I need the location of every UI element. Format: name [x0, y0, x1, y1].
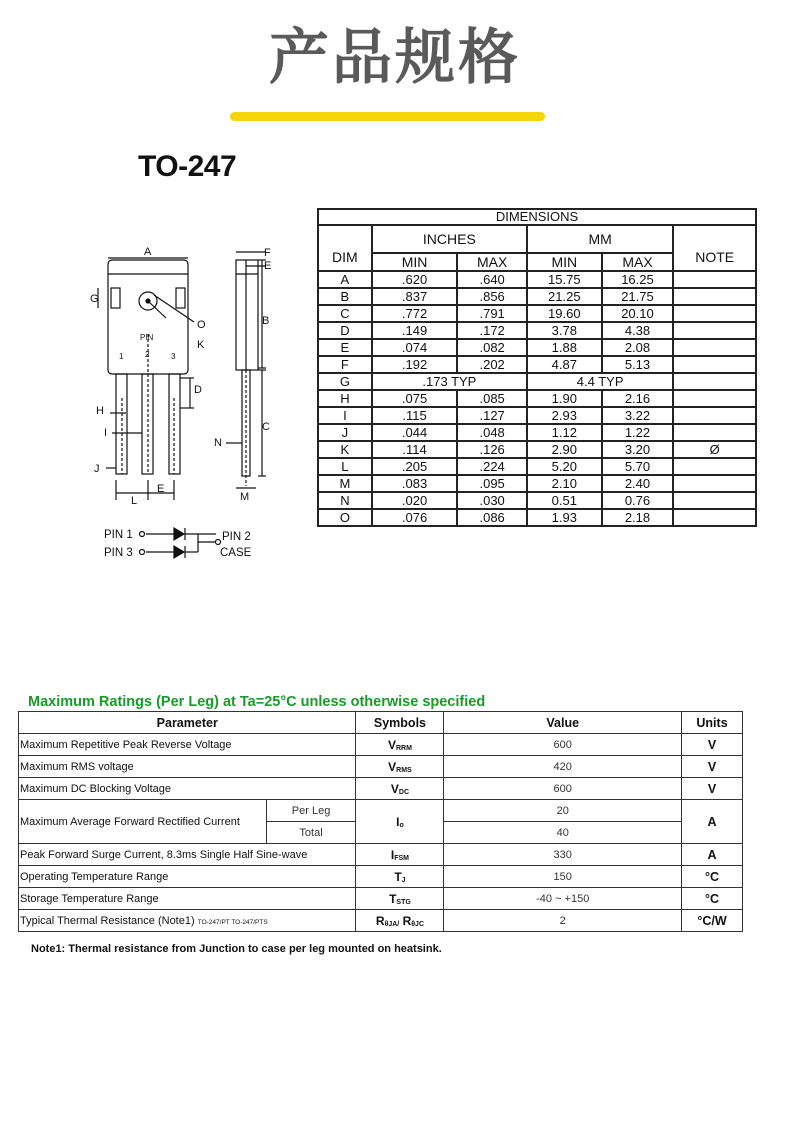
table-row — [318, 305, 756, 322]
dim-label-e-bottom: E — [157, 483, 165, 495]
table-cell: 15.75 — [527, 271, 602, 288]
table-cell: Operating Temperature Range — [19, 866, 356, 888]
table-cell: Maximum Average Forward Rectified Current — [19, 800, 267, 844]
package-title: TO-247 — [138, 150, 237, 183]
table-cell: 2.90 — [527, 441, 602, 458]
dim-label-e-top: E — [264, 260, 272, 272]
table-cell: 2 — [444, 910, 682, 932]
table-cell: .224 — [457, 458, 527, 475]
table-cell: 600 — [444, 734, 682, 756]
table-cell: N — [318, 492, 372, 509]
table-cell: A — [682, 844, 743, 866]
table-row — [318, 322, 756, 339]
table-cell: .127 — [457, 407, 527, 424]
table-cell: 40 — [444, 822, 682, 844]
table-cell: 19.60 — [527, 305, 602, 322]
table-row — [19, 778, 743, 800]
table-cell: 5.13 — [602, 356, 674, 373]
table-cell — [673, 339, 756, 356]
table-cell — [673, 271, 756, 288]
pin-number-3: 3 — [171, 352, 176, 361]
table-cell: 2.08 — [602, 339, 674, 356]
dim-label-i: I — [104, 427, 108, 439]
table-cell: 20.10 — [602, 305, 674, 322]
table-cell: .620 — [372, 271, 458, 288]
table-cell: $I_{FSM}$ — [356, 844, 444, 866]
table-cell: Per Leg — [266, 800, 356, 822]
col-inch-min-header: MIN — [372, 253, 458, 271]
table-cell: V — [682, 778, 743, 800]
group-inches-header: INCHES — [372, 225, 527, 253]
col-dim-header: DIM — [318, 225, 372, 271]
schematic-pin2-label: PIN 2 — [222, 531, 251, 543]
table-cell: .048 — [457, 424, 527, 441]
table-cell: Maximum RMS voltage — [19, 756, 356, 778]
table-cell — [673, 373, 756, 390]
table-cell: $V_{RMS}$ — [356, 756, 444, 778]
table-cell: .020 — [372, 492, 458, 509]
dim-label-d: D — [194, 384, 202, 396]
table-cell: O — [318, 509, 372, 526]
table-cell — [673, 509, 756, 526]
pin-text: PIN — [140, 333, 154, 342]
table-cell: 3.22 — [602, 407, 674, 424]
ratings-header-units: Units — [682, 712, 743, 734]
dim-label-j: J — [94, 463, 100, 475]
table-cell: .075 — [372, 390, 458, 407]
dimensions-body — [318, 271, 756, 526]
dim-label-a: A — [144, 246, 152, 258]
ratings-footnote: Note1: Thermal resistance from Junction to case per leg mounted on heatsink. — [31, 943, 442, 955]
table-cell: Ø — [673, 441, 756, 458]
table-cell: .115 — [372, 407, 458, 424]
table-cell: .640 — [457, 271, 527, 288]
dimensions-table — [317, 208, 757, 527]
table-cell: .172 — [457, 322, 527, 339]
table-cell: $T_{STG}$ — [356, 888, 444, 910]
dim-label-c: C — [262, 421, 270, 433]
table-row — [318, 271, 756, 288]
table-row — [19, 756, 743, 778]
table-cell: .085 — [457, 390, 527, 407]
table-cell: 1.22 — [602, 424, 674, 441]
table-cell — [673, 475, 756, 492]
table-row — [318, 373, 756, 390]
table-cell: C — [318, 305, 372, 322]
table-cell: K — [318, 441, 372, 458]
table-cell: F — [318, 356, 372, 373]
table-cell: .083 — [372, 475, 458, 492]
table-cell: 330 — [444, 844, 682, 866]
table-cell: 2.16 — [602, 390, 674, 407]
table-cell: Peak Forward Surge Current, 8.3ms Single Half Sine-wave — [19, 844, 356, 866]
table-cell: Total — [266, 822, 356, 844]
table-cell: A — [318, 271, 372, 288]
table-row — [318, 356, 756, 373]
col-inch-max-header: MAX — [457, 253, 527, 271]
table-cell — [673, 492, 756, 509]
table-cell: .791 — [457, 305, 527, 322]
table-cell: 0.76 — [602, 492, 674, 509]
package-outline-drawing — [86, 238, 286, 568]
table-cell: 2.18 — [602, 509, 674, 526]
table-cell: $T_J$ — [356, 866, 444, 888]
table-cell: A — [682, 800, 743, 844]
dim-label-k: K — [197, 339, 205, 351]
table-cell: 21.25 — [527, 288, 602, 305]
dim-label-b: B — [262, 315, 270, 327]
table-cell: 4.87 — [527, 356, 602, 373]
table-row — [318, 441, 756, 458]
dim-label-h: H — [96, 405, 104, 417]
table-cell: Maximum DC Blocking Voltage — [19, 778, 356, 800]
table-row — [19, 844, 743, 866]
table-cell: .202 — [457, 356, 527, 373]
table-cell: 16.25 — [602, 271, 674, 288]
table-cell: .772 — [372, 305, 458, 322]
dim-label-n: N — [214, 437, 222, 449]
col-mm-min-header: MIN — [527, 253, 602, 271]
table-cell: 5.70 — [602, 458, 674, 475]
ratings-header-parameter: Parameter — [19, 712, 356, 734]
table-cell: Storage Temperature Range — [19, 888, 356, 910]
table-row — [318, 509, 756, 526]
table-cell: .044 — [372, 424, 458, 441]
pin-number-2: 2 — [145, 350, 150, 359]
table-cell: V — [682, 734, 743, 756]
table-cell — [673, 322, 756, 339]
table-cell: 1.93 — [527, 509, 602, 526]
table-cell — [673, 407, 756, 424]
table-row — [19, 888, 743, 910]
table-cell: B — [318, 288, 372, 305]
ratings-header-symbols: Symbols — [356, 712, 444, 734]
dim-label-o: O — [197, 319, 206, 331]
table-cell: $I_o$ — [356, 800, 444, 844]
table-cell: 3.20 — [602, 441, 674, 458]
dim-label-m: M — [240, 491, 250, 503]
table-cell: V — [682, 756, 743, 778]
table-cell: 1.90 — [527, 390, 602, 407]
table-cell: 1.88 — [527, 339, 602, 356]
table-cell: H — [318, 390, 372, 407]
table-cell: Typical Thermal Resistance (Note1) TO-247/PT TO-247/PTS — [19, 910, 356, 932]
table-cell — [673, 288, 756, 305]
table-cell: .076 — [372, 509, 458, 526]
table-cell: °C — [682, 888, 743, 910]
pin-number-1: 1 — [119, 352, 124, 361]
schematic-pin1-label: PIN 1 — [104, 529, 133, 541]
table-cell — [673, 305, 756, 322]
table-cell: 600 — [444, 778, 682, 800]
dimensions-caption: DIMENSIONS — [318, 209, 756, 225]
table-cell — [673, 390, 756, 407]
table-row — [318, 390, 756, 407]
table-cell: .856 — [457, 288, 527, 305]
table-row — [318, 339, 756, 356]
table-cell: $V_{DC}$ — [356, 778, 444, 800]
table-cell — [673, 424, 756, 441]
table-row — [318, 407, 756, 424]
table-cell: 2.10 — [527, 475, 602, 492]
dim-label-l: L — [131, 495, 138, 507]
table-cell: L — [318, 458, 372, 475]
mounting-slot-left — [111, 288, 120, 308]
table-cell: 1.12 — [527, 424, 602, 441]
table-row — [19, 910, 743, 932]
table-cell: .030 — [457, 492, 527, 509]
table-row — [19, 800, 743, 822]
table-cell: 150 — [444, 866, 682, 888]
table-row — [19, 734, 743, 756]
table-cell: 2.93 — [527, 407, 602, 424]
table-cell: °C — [682, 866, 743, 888]
table-cell: 4.4 TYP — [527, 373, 673, 390]
table-cell: 5.20 — [527, 458, 602, 475]
table-cell: .149 — [372, 322, 458, 339]
table-cell: .126 — [457, 441, 527, 458]
table-cell: 4.38 — [602, 322, 674, 339]
table-cell: 0.51 — [527, 492, 602, 509]
schematic-pin3-label: PIN 3 — [104, 547, 133, 559]
col-note-header: NOTE — [673, 225, 756, 271]
table-row — [19, 866, 743, 888]
dim-label-g: G — [90, 293, 99, 305]
table-cell: 21.75 — [602, 288, 674, 305]
ratings-header-value: Value — [444, 712, 682, 734]
title-accent-bar — [230, 112, 545, 121]
table-cell: .082 — [457, 339, 527, 356]
table-cell: .205 — [372, 458, 458, 475]
table-cell: $V_{RRM}$ — [356, 734, 444, 756]
group-mm-header: MM — [527, 225, 673, 253]
table-cell: .074 — [372, 339, 458, 356]
table-cell: .173 TYP — [372, 373, 527, 390]
table-cell: .114 — [372, 441, 458, 458]
mounting-slot-right — [176, 288, 185, 308]
table-cell: .837 — [372, 288, 458, 305]
table-cell: J — [318, 424, 372, 441]
table-cell: .095 — [457, 475, 527, 492]
table-cell — [673, 458, 756, 475]
table-cell: $R_{\theta JA/}$ $R_{\theta JC}$ — [356, 910, 444, 932]
table-cell — [673, 356, 756, 373]
table-cell: 2.40 — [602, 475, 674, 492]
table-row — [318, 475, 756, 492]
table-cell: G — [318, 373, 372, 390]
table-cell: D — [318, 322, 372, 339]
page-title: 产品规格 — [269, 23, 521, 93]
table-cell: 420 — [444, 756, 682, 778]
table-cell: E — [318, 339, 372, 356]
table-row — [318, 288, 756, 305]
side-view-body — [236, 260, 258, 370]
table-cell: 20 — [444, 800, 682, 822]
table-row — [318, 458, 756, 475]
table-cell: -40 ~ +150 — [444, 888, 682, 910]
table-cell: I — [318, 407, 372, 424]
table-cell: .086 — [457, 509, 527, 526]
ratings-table — [18, 711, 743, 932]
table-cell: .192 — [372, 356, 458, 373]
table-row — [318, 424, 756, 441]
table-cell: 3.78 — [527, 322, 602, 339]
dim-label-f: F — [264, 247, 271, 259]
col-mm-max-header: MAX — [602, 253, 674, 271]
table-cell: Maximum Repetitive Peak Reverse Voltage — [19, 734, 356, 756]
table-cell: M — [318, 475, 372, 492]
schematic-case-label: CASE — [220, 547, 252, 559]
table-row — [318, 492, 756, 509]
ratings-title: Maximum Ratings (Per Leg) at Ta=25°C unless otherwise specified — [28, 694, 486, 710]
table-cell: °C/W — [682, 910, 743, 932]
